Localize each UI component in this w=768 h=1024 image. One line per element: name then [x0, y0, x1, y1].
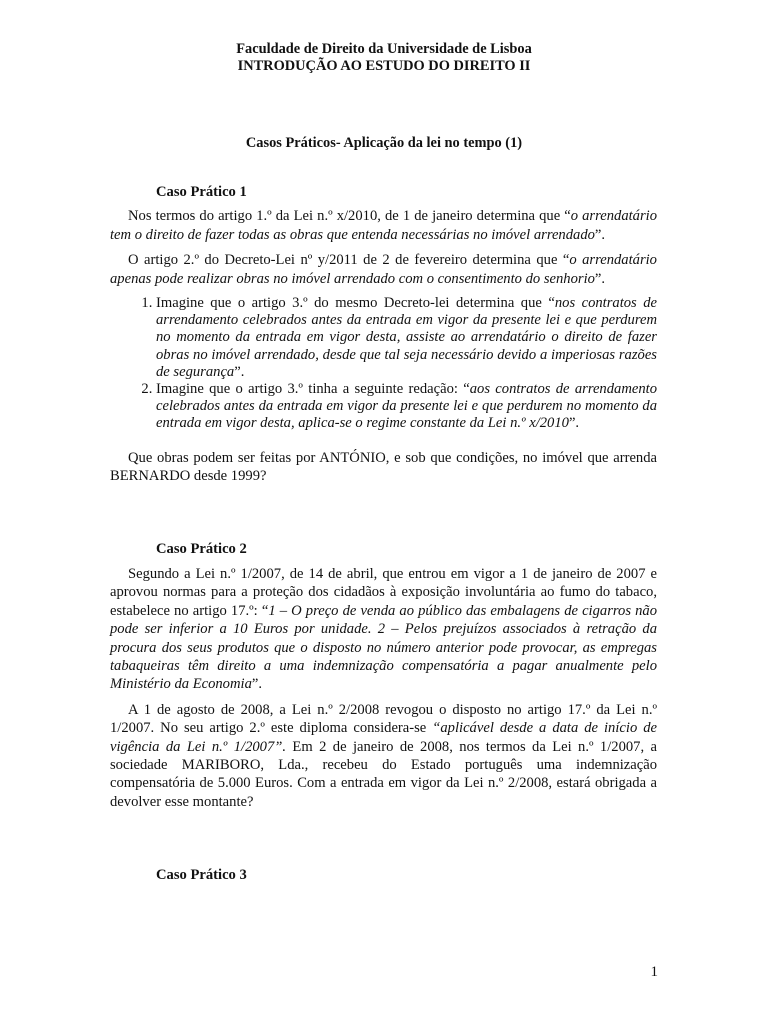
document-header	[0, 41, 768, 75]
case-1-paragraph-1: Nos termos do artigo 1.º da Lei n.º x/2010, de 1 de janeiro determina que “o arrendatário tem o direito de fazer todas as obras que entenda necessárias no imóvel arrendado”.	[110, 208, 657, 243]
list-item: 1. Imagine que o artigo 3.º do mesmo Decreto-lei determina que “nos contratos de arrendamento celebrados antes da entrada em vigor da presente lei e que perdurem no momento da entrada em vigor desta, assiste ao arrendatário o direito de fazer obras no imóvel arrendado, desde que tal seja necessário devido a imperiosas razões de segurança”.	[156, 295, 657, 381]
page-title: Casos Práticos- Aplicação da lei no tempo (1)	[245, 135, 523, 151]
case-1-paragraph-2: O artigo 2.º do Decreto-Lei nº y/2011 de 2 de fevereiro determina que “o arrendatário apenas pode realizar obras no imóvel arrendado com o consentimento do senhorio”.	[110, 252, 657, 287]
page-number: 1	[650, 964, 658, 980]
course-name: INTRODUÇÃO AO ESTUDO DO DIREITO II	[237, 58, 531, 74]
case-3-title: Caso Prático 3	[156, 867, 247, 884]
case-2-paragraph-2: A 1 de agosto de 2008, a Lei n.º 2/2008 revogou o disposto no artigo 17.º da Lei n.º 1/2007. No seu artigo 2.º este diploma considera-se “aplicável desde a data de início de vigência da Lei n.º 1/2007”. Em 2 de janeiro de 2008, nos termos da Lei n.º 1/2007, a sociedade MARIBORO, Lda., recebeu do Estado português uma indemnização compensatória de 5.000 Euros. Com a entrada em vigor da Lei n.º 2/2008, estará obrigada a devolver esse montante?	[110, 701, 657, 810]
case-1-question: Que obras podem ser feitas por ANTÓNIO, e sob que condições, no imóvel que arrenda BERNARDO desde 1999?	[110, 449, 657, 485]
case-1-list	[110, 295, 657, 433]
case-2-paragraph-1: Segundo a Lei n.º 1/2007, de 14 de abril, que entrou em vigor a 1 de janeiro de 2007 e aprovou normas para a proteção dos cidadãos à exposição involuntária ao fumo do tabaco, estabelece no artigo 17.º: “1 – O preço de venda ao público das embalagens de cigarros não pode ser inferior a 10 Euros por unidade. 2 – Pelos prejuízos associados à retração da procura dos seus produtos que o disposto no número anterior pode provocar, as empregas tabaqueiras têm direito a uma indemnização compensatória a pagar anualmente pelo Ministério da Economia”.	[110, 565, 657, 693]
faculty-name: Faculdade de Direito da Universidade de Lisboa	[236, 41, 532, 57]
case-2-title: Caso Prático 2	[156, 541, 247, 558]
document-body	[110, 183, 657, 891]
case-1-title: Caso Prático 1	[156, 184, 247, 200]
list-item: 2. Imagine que o artigo 3.º tinha a seguinte redação: “aos contratos de arrendamento celebrados antes da entrada em vigor da presente lei e que perdurem no momento da entrada em vigor desta, aplica-se o regime constante da Lei n.º x/2010”.	[156, 381, 657, 433]
